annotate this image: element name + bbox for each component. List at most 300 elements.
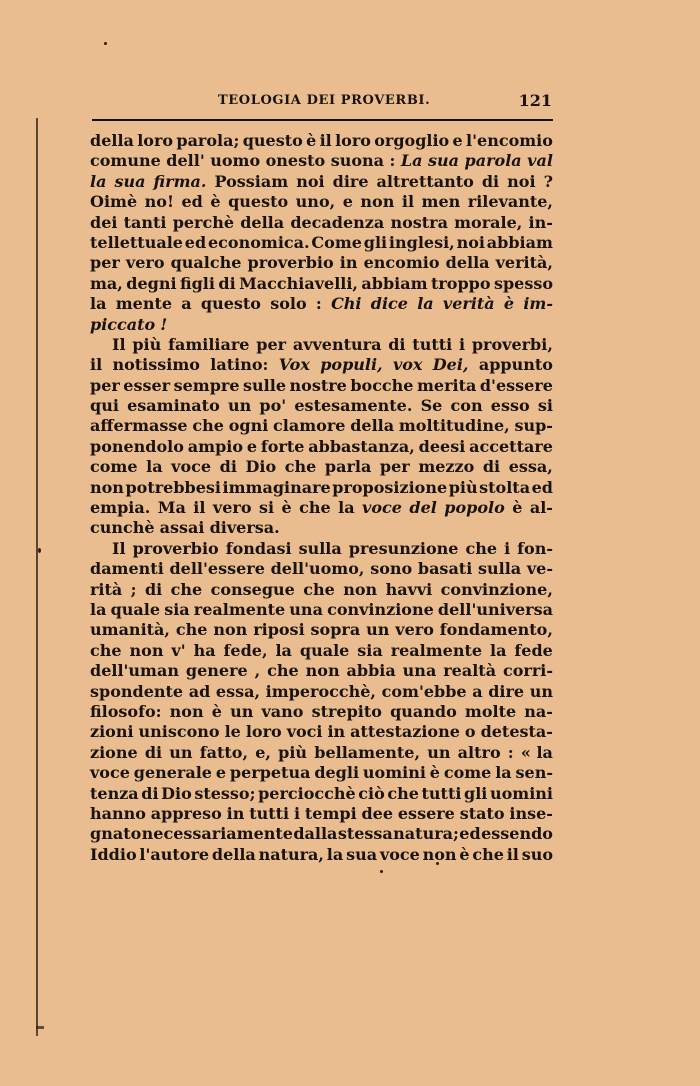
word: figli <box>179 273 215 293</box>
text-line <box>90 518 553 538</box>
word: un <box>427 742 451 762</box>
word: appunto <box>478 355 553 375</box>
word: dice <box>370 294 408 314</box>
word: ciò <box>358 783 385 803</box>
word: voce <box>90 763 130 783</box>
word: genere <box>185 661 248 681</box>
word: dell' <box>166 151 205 171</box>
word: questo <box>228 192 289 212</box>
word: zioni <box>90 722 134 742</box>
word: Macchiavelli, <box>239 273 358 293</box>
word: e, <box>255 742 271 762</box>
ink-speck <box>380 870 383 873</box>
word: tanti <box>123 212 167 232</box>
word: fede <box>514 640 553 660</box>
word: parla <box>324 457 372 477</box>
word: sua <box>346 844 378 864</box>
word: attestazione <box>350 722 460 742</box>
word: un <box>529 681 553 701</box>
word: la <box>326 844 344 864</box>
word: accettare <box>469 436 553 456</box>
word: che <box>303 579 335 599</box>
word: com'ebbe <box>381 681 467 701</box>
text-line <box>90 376 553 396</box>
text-line <box>90 416 553 436</box>
word: sopra <box>310 620 361 640</box>
word: l'autore <box>139 844 210 864</box>
word: non <box>305 661 340 681</box>
word: con <box>450 396 483 416</box>
word: verità <box>442 294 495 314</box>
word: loro <box>137 131 174 150</box>
running-title: TEOLOGIA DEI PROVERBI. <box>218 93 431 108</box>
word: la <box>275 640 292 660</box>
word: la <box>90 294 107 314</box>
word: filosofo: <box>90 701 162 721</box>
word: altro <box>457 742 501 762</box>
word: ponendolo <box>90 436 184 456</box>
word: fondasi <box>225 538 292 558</box>
word: Il <box>112 538 126 558</box>
word: essendo <box>481 824 553 844</box>
word: ; <box>130 579 137 599</box>
word: rilevante, <box>467 192 553 212</box>
word: e <box>215 763 227 783</box>
word: dire <box>332 171 369 191</box>
word: non <box>343 579 378 599</box>
word: mezzo <box>418 457 475 477</box>
word: potrebbesi <box>125 477 221 497</box>
word: essa, <box>508 457 553 477</box>
word: tutti <box>412 334 453 354</box>
text-line <box>90 396 553 416</box>
word: altrettanto <box>376 171 474 191</box>
word: suo <box>521 844 553 864</box>
word: corri- <box>503 661 553 681</box>
word: d'essere <box>479 375 553 395</box>
word: sia <box>357 640 383 660</box>
word: hanno <box>90 803 146 823</box>
word: della <box>240 212 285 232</box>
ink-speck <box>38 548 41 553</box>
word: noi <box>507 171 536 191</box>
word: ampio <box>187 436 243 456</box>
word: l'encomio <box>466 131 553 150</box>
word: encomio <box>363 253 440 273</box>
word: a <box>472 681 483 701</box>
word: molte <box>464 701 517 721</box>
word: assai <box>159 518 205 538</box>
word: più <box>278 742 308 762</box>
word: ed <box>531 477 553 497</box>
word: non <box>90 477 124 497</box>
word: men <box>421 192 461 212</box>
word: estesamente. <box>294 396 413 416</box>
word: più <box>132 334 162 354</box>
word: immaginare <box>222 477 331 497</box>
word: di <box>388 334 406 354</box>
word: di <box>144 579 163 599</box>
word: deesi <box>418 436 466 456</box>
word: uno, <box>295 192 336 212</box>
word: la <box>90 599 107 619</box>
word: esser <box>123 375 171 395</box>
word: nostre <box>289 375 347 395</box>
word: un <box>169 742 193 762</box>
word: val <box>527 151 553 171</box>
text-line <box>90 131 553 151</box>
word: realtà <box>443 661 497 681</box>
word: le <box>224 722 241 742</box>
word: questo <box>242 131 303 150</box>
word: avventura <box>292 334 382 354</box>
word: proposizione <box>332 477 448 497</box>
word: non <box>129 640 164 660</box>
word: Ma <box>157 498 186 518</box>
text-line <box>90 498 553 518</box>
word: gnato <box>90 824 142 844</box>
word: necessariamente <box>141 824 293 844</box>
word: loro <box>335 131 371 150</box>
word: i <box>293 803 301 823</box>
word: voce <box>171 457 212 477</box>
word: il <box>401 192 415 212</box>
word: a <box>181 294 192 314</box>
word: perpetua <box>229 763 311 783</box>
word: tellettuale <box>90 232 183 252</box>
word: della <box>350 416 395 436</box>
word: , <box>254 661 261 681</box>
text-line <box>90 315 553 335</box>
word: cunchè <box>90 518 155 538</box>
word: ? <box>543 171 553 191</box>
word: latino: <box>210 355 269 375</box>
word: una <box>289 599 323 619</box>
word: solo <box>270 294 307 314</box>
word: essere <box>397 803 455 823</box>
text-line <box>90 661 553 681</box>
word: sua <box>428 151 460 171</box>
word: uomini <box>489 783 553 803</box>
word: il <box>319 131 332 150</box>
word: convinzione, <box>440 579 553 599</box>
word: si <box>258 498 275 518</box>
word: quale <box>299 640 350 660</box>
word: vero <box>125 253 165 273</box>
word: uomo <box>210 151 261 171</box>
word: realmente <box>390 640 483 660</box>
word: rità <box>90 579 123 599</box>
word: in- <box>528 212 553 232</box>
word: dell'uomo, <box>270 559 365 579</box>
word: al- <box>529 498 553 518</box>
word: non <box>360 192 395 212</box>
word: ! <box>160 314 168 334</box>
word: gli <box>464 783 488 803</box>
word: questo <box>200 294 261 314</box>
text-line <box>90 784 553 804</box>
text-line <box>90 457 553 477</box>
word: troppo <box>430 273 491 293</box>
word: imperocchè, <box>265 681 376 701</box>
word: che <box>299 498 331 518</box>
word: essa, <box>215 681 261 701</box>
word: fon- <box>517 538 553 558</box>
word: voce <box>379 844 420 864</box>
word: notissimo <box>112 355 200 375</box>
word: ed <box>459 824 481 844</box>
word: forte <box>260 436 305 456</box>
word: spondente <box>90 681 184 701</box>
text-line <box>90 213 553 233</box>
word: decadenza <box>290 212 385 232</box>
word: basati <box>417 559 473 579</box>
word: appreso <box>150 803 222 823</box>
text-line <box>90 845 553 865</box>
word: o <box>464 722 476 742</box>
word: è <box>306 131 317 150</box>
word: come <box>443 763 492 783</box>
word: in <box>327 722 346 742</box>
word: della <box>211 844 256 864</box>
word: consegue <box>210 579 295 599</box>
word: dell'universa <box>437 599 553 619</box>
text-line <box>90 539 553 559</box>
word: di <box>141 783 159 803</box>
word: gli <box>363 232 388 252</box>
word: abbia <box>346 661 396 681</box>
word: uomini <box>362 763 426 783</box>
word: degli <box>314 763 360 783</box>
word: bellamente, <box>314 742 421 762</box>
text-line <box>90 682 553 702</box>
word: abbiam <box>486 232 553 252</box>
word: riposi <box>253 620 305 640</box>
word: che <box>465 538 498 558</box>
word: di <box>218 273 236 293</box>
word: e <box>246 436 258 456</box>
word: economica. <box>207 232 310 252</box>
word: del <box>409 498 437 518</box>
text-line <box>90 355 553 375</box>
word: si <box>537 396 553 416</box>
word: abbastanza, <box>308 436 415 456</box>
word: che <box>387 783 419 803</box>
word: un <box>227 396 252 416</box>
ink-speck <box>104 42 107 45</box>
word: Dei, <box>432 355 469 375</box>
word: diversa. <box>209 518 280 538</box>
text-line <box>90 763 553 783</box>
word: loro <box>245 722 282 742</box>
word: ad <box>188 681 211 701</box>
word: sulle <box>243 375 287 395</box>
word: un <box>366 620 390 640</box>
word: affermasse <box>90 416 188 436</box>
word: è <box>429 763 440 783</box>
word: che <box>284 457 317 477</box>
word: perciocchè <box>258 783 356 803</box>
word: parola <box>464 151 522 171</box>
word: convinzione <box>327 599 434 619</box>
word: sempre <box>173 375 240 395</box>
word: proverbio <box>132 538 219 558</box>
word: noi <box>456 232 485 252</box>
word: il <box>193 498 206 518</box>
word: di <box>219 457 237 477</box>
word: zione <box>90 742 138 762</box>
word: e <box>342 192 353 212</box>
word: sono <box>370 559 413 579</box>
word: clamore <box>273 416 346 436</box>
text-line <box>90 192 553 212</box>
word: è <box>459 844 470 864</box>
word: damenti <box>90 559 164 579</box>
word: fede, <box>223 640 268 660</box>
word: strepito <box>311 701 382 721</box>
word: familiare <box>168 334 250 354</box>
word: fatto, <box>199 742 249 762</box>
text-line <box>90 824 553 844</box>
word: uniscono <box>138 722 220 742</box>
word: che <box>175 620 208 640</box>
word: bocche <box>350 375 414 395</box>
text-line <box>90 233 553 253</box>
word: « la <box>520 742 553 762</box>
word: ed <box>181 192 203 212</box>
word: vano <box>261 701 304 721</box>
word: Se <box>420 396 443 416</box>
word: esaminato <box>127 396 220 416</box>
text-line <box>90 743 553 763</box>
text-line <box>90 172 553 192</box>
word: La <box>400 151 423 171</box>
word: firma. <box>153 171 207 191</box>
word: non <box>169 701 204 721</box>
word: più <box>448 477 478 497</box>
word: proverbio <box>247 253 334 273</box>
word: la <box>146 457 163 477</box>
word: Dio <box>161 783 192 803</box>
word: Come <box>311 232 362 252</box>
body-text <box>90 131 553 865</box>
word: stesso; <box>194 783 256 803</box>
word: dalla <box>293 824 338 844</box>
text-line <box>90 253 553 273</box>
word: tutti <box>249 803 290 823</box>
word: Iddio <box>90 844 137 864</box>
word: voci <box>286 722 323 742</box>
word: quando <box>390 701 457 721</box>
page-gutter-foot <box>36 1026 44 1029</box>
word: : <box>389 151 396 171</box>
word: parola; <box>176 131 240 150</box>
word: dell'essere <box>169 559 265 579</box>
word: moltitudine, <box>398 416 510 436</box>
text-line <box>90 804 553 824</box>
word: dell'uman <box>90 661 179 681</box>
word: ogni <box>228 416 269 436</box>
word: populi, <box>320 355 383 375</box>
text-line <box>90 437 553 457</box>
word: è <box>281 498 292 518</box>
page-number: 121 <box>518 91 552 110</box>
page-gutter-edge <box>36 118 38 1036</box>
word: è <box>503 294 515 314</box>
word: per <box>256 334 287 354</box>
word: detesta- <box>480 722 553 742</box>
word: per <box>90 375 120 395</box>
word: per <box>90 253 120 273</box>
word: presunzione <box>348 538 459 558</box>
word: della <box>445 253 490 273</box>
word: la <box>90 171 107 191</box>
word: Il <box>112 334 126 354</box>
word: Oimè <box>90 192 138 212</box>
word: na- <box>524 701 553 721</box>
word: in <box>226 803 245 823</box>
word: la <box>495 763 512 783</box>
word: per <box>379 457 410 477</box>
word: di <box>481 171 500 191</box>
text-line <box>90 335 553 355</box>
word: mente <box>115 294 173 314</box>
text-line <box>90 274 553 294</box>
word: la <box>490 640 507 660</box>
word: sup- <box>514 416 553 436</box>
word: Chi <box>331 294 362 314</box>
word: comune <box>90 151 161 171</box>
word: una <box>402 661 437 681</box>
running-head <box>92 93 552 113</box>
word: no! <box>144 192 174 212</box>
word: popolo <box>444 498 505 518</box>
header-rule <box>92 119 553 121</box>
word: sulla <box>298 538 342 558</box>
word: il <box>90 355 103 375</box>
word: voce <box>362 498 402 518</box>
text-line <box>90 559 553 579</box>
word: stato <box>459 803 505 823</box>
word: natura, <box>258 844 324 864</box>
word: ed <box>184 232 207 252</box>
word: che <box>472 844 504 864</box>
word: morale, <box>454 212 523 232</box>
word: abbiam <box>361 273 428 293</box>
word: ve- <box>526 559 553 579</box>
word: della <box>90 131 134 150</box>
word: qualche <box>170 253 242 273</box>
word: fondamento, <box>439 620 553 640</box>
word: havvi <box>385 579 433 599</box>
word: non <box>213 620 248 640</box>
word: merita <box>416 375 477 395</box>
word: sia <box>164 599 190 619</box>
word: dei <box>90 212 118 232</box>
word: in <box>339 253 358 273</box>
word: proverbi, <box>471 334 553 354</box>
word: tempi <box>304 803 357 823</box>
word: generale <box>133 763 212 783</box>
word: e <box>452 131 463 150</box>
text-line <box>90 151 553 171</box>
word: vox <box>392 355 423 375</box>
text-line <box>90 294 553 314</box>
text-line <box>90 641 553 661</box>
word: spesso <box>493 273 553 293</box>
word: realmente <box>193 599 286 619</box>
word: : <box>507 742 514 762</box>
